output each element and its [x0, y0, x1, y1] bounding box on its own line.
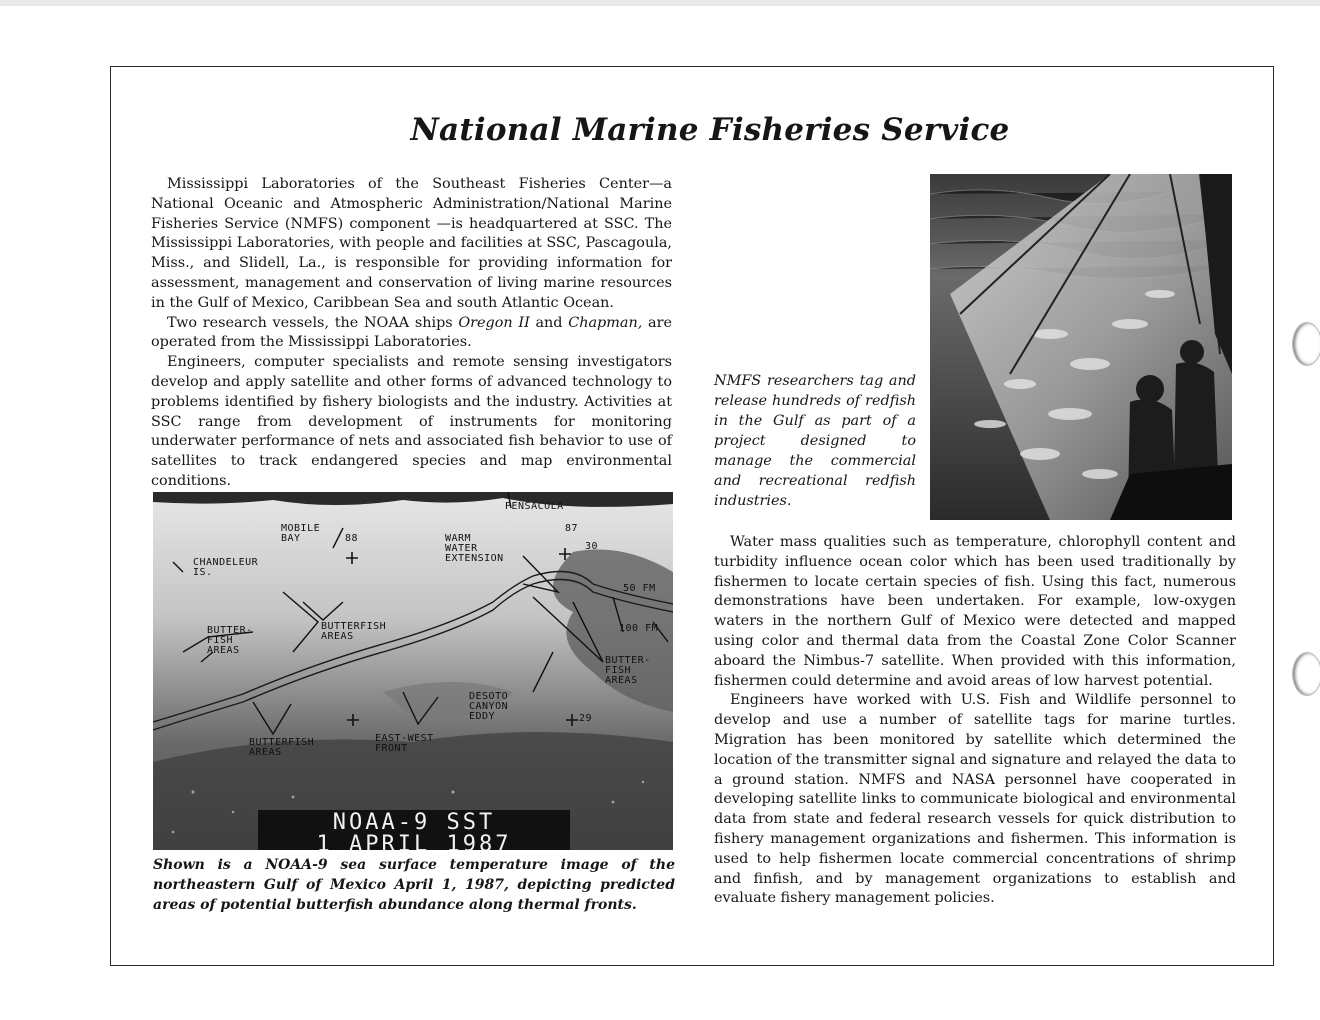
- binder-hole-upper: [1292, 322, 1320, 366]
- label-warm-water-extension: WARM WATER EXTENSION: [445, 533, 504, 564]
- label-butterfish-areas-right: BUTTER- FISH AREAS: [605, 655, 651, 686]
- label-latitude-30: 30: [585, 541, 599, 552]
- paragraph-mississippi-labs: Mississippi Laboratories of the Southeast Fisheries Center—a National Oceanic and Atmospheric Administration/National Marine Fisheries Service (NMFS) component —is headquartered at SSC. The Mississippi Laboratories, with people and facilities at SSC, Pascagoula, Miss., and Slidell, La., is responsible for providing information for assessment, management and conservation of living marine resources in the Gulf of Mexico, Caribbean Sea and south Atlantic Ocean.: [151, 176, 672, 311]
- photo-caption: NMFS researchers tag and release hundreds of redfish in the Gulf as part of a project designed to manage the commercial and recreational redfish industries.: [714, 373, 916, 509]
- label-pensacola: PENSACOLA: [505, 501, 564, 512]
- scan-top-edge: [0, 0, 1320, 6]
- label-latitude-29: 29: [579, 713, 593, 724]
- label-longitude-87: 87: [565, 523, 579, 534]
- paragraph-satellite-tags: Engineers have worked with U.S. Fish and Wildlife personnel to develop and use a number of satellite tags for marine turtles. Migration has been monitored by satellite which determined the location of the transmitter signal and signature and relayed the data to a ground station. NMFS and NASA personnel have cooperated in developing satellite links to communicate biological and environmental data from state and federal research vessels for quick distribution to fishery management organizations and fishermen. This information is used to help fishermen locate commercial concentrations of shrimp and finfish, and by management organizations to establish and evaluate fishery management policies.: [714, 692, 1236, 907]
- label-mobile-bay: MOBILE BAY: [281, 523, 321, 544]
- badge-satellite-name: NOAA-9 SST: [332, 810, 496, 835]
- paragraph-water-mass: Water mass qualities such as temperature, chlorophyll content and turbidity influence ocean color which has been used traditionally by fishermen to locate certain species of fish. Using this fact, numerous demonstrations have been undertaken. For example, low-oxygen waters in the northern Gulf of Mexico were detected and mapped using color and thermal data from the Coastal Zone Color Scanner aboard the Nimbus-7 satellite. When provided with this information, fishermen could determine and avoid areas of low harvest potential.: [714, 534, 1236, 689]
- label-butterfish-areas-left: BUTTER- FISH AREAS: [207, 625, 253, 656]
- paragraph-engineers: Engineers, computer specialists and remote sensing investigators develop and apply satellite and other forms of advanced technology to problems identified by fishery biologists and the industry. Activities at SSC range from development of instruments for monitoring underwater performance of nets and associated fish behavior to use of satellites to track endangered species and map environmental conditions.: [151, 354, 672, 489]
- ship-name-oregon: Oregon II: [458, 314, 530, 331]
- label-50-fathoms: 50 FM: [623, 583, 656, 594]
- binder-hole-lower: [1292, 652, 1320, 696]
- satellite-image-caption: Shown is a NOAA-9 sea surface temperature image of the northeastern Gulf of Mexico April 1, 1987, depicting predicted areas of potential butterfish abundance along thermal fronts.: [153, 857, 675, 913]
- photo-redfish-net: [930, 174, 1232, 520]
- label-butterfish-areas-bottom: BUTTERFISH AREAS: [249, 737, 315, 758]
- right-column-text: [714, 533, 1236, 909]
- page-title: National Marine Fisheries Service: [410, 112, 1010, 148]
- satellite-sst-image: [153, 492, 673, 850]
- label-desoto-canyon-eddy: DESOTO CANYON EDDY: [469, 691, 509, 722]
- badge-date: 1 APRIL 1987: [316, 832, 512, 850]
- left-column-text: [151, 175, 672, 492]
- image-date-badge: [258, 810, 570, 850]
- ship-name-chapman: Chapman,: [568, 314, 643, 331]
- paragraph-research-vessels: Two research vessels, the NOAA ships Oregon II and Chapman, are operated from the Mississippi Laboratories.: [151, 314, 673, 351]
- label-east-west-front: EAST-WEST FRONT: [375, 733, 434, 754]
- label-chandeleur-islands: CHANDELEUR IS.: [193, 557, 259, 578]
- label-longitude-88: 88: [345, 533, 359, 544]
- label-butterfish-areas-center: BUTTERFISH AREAS: [321, 621, 387, 642]
- label-100-fathoms: 100 FM: [619, 623, 659, 634]
